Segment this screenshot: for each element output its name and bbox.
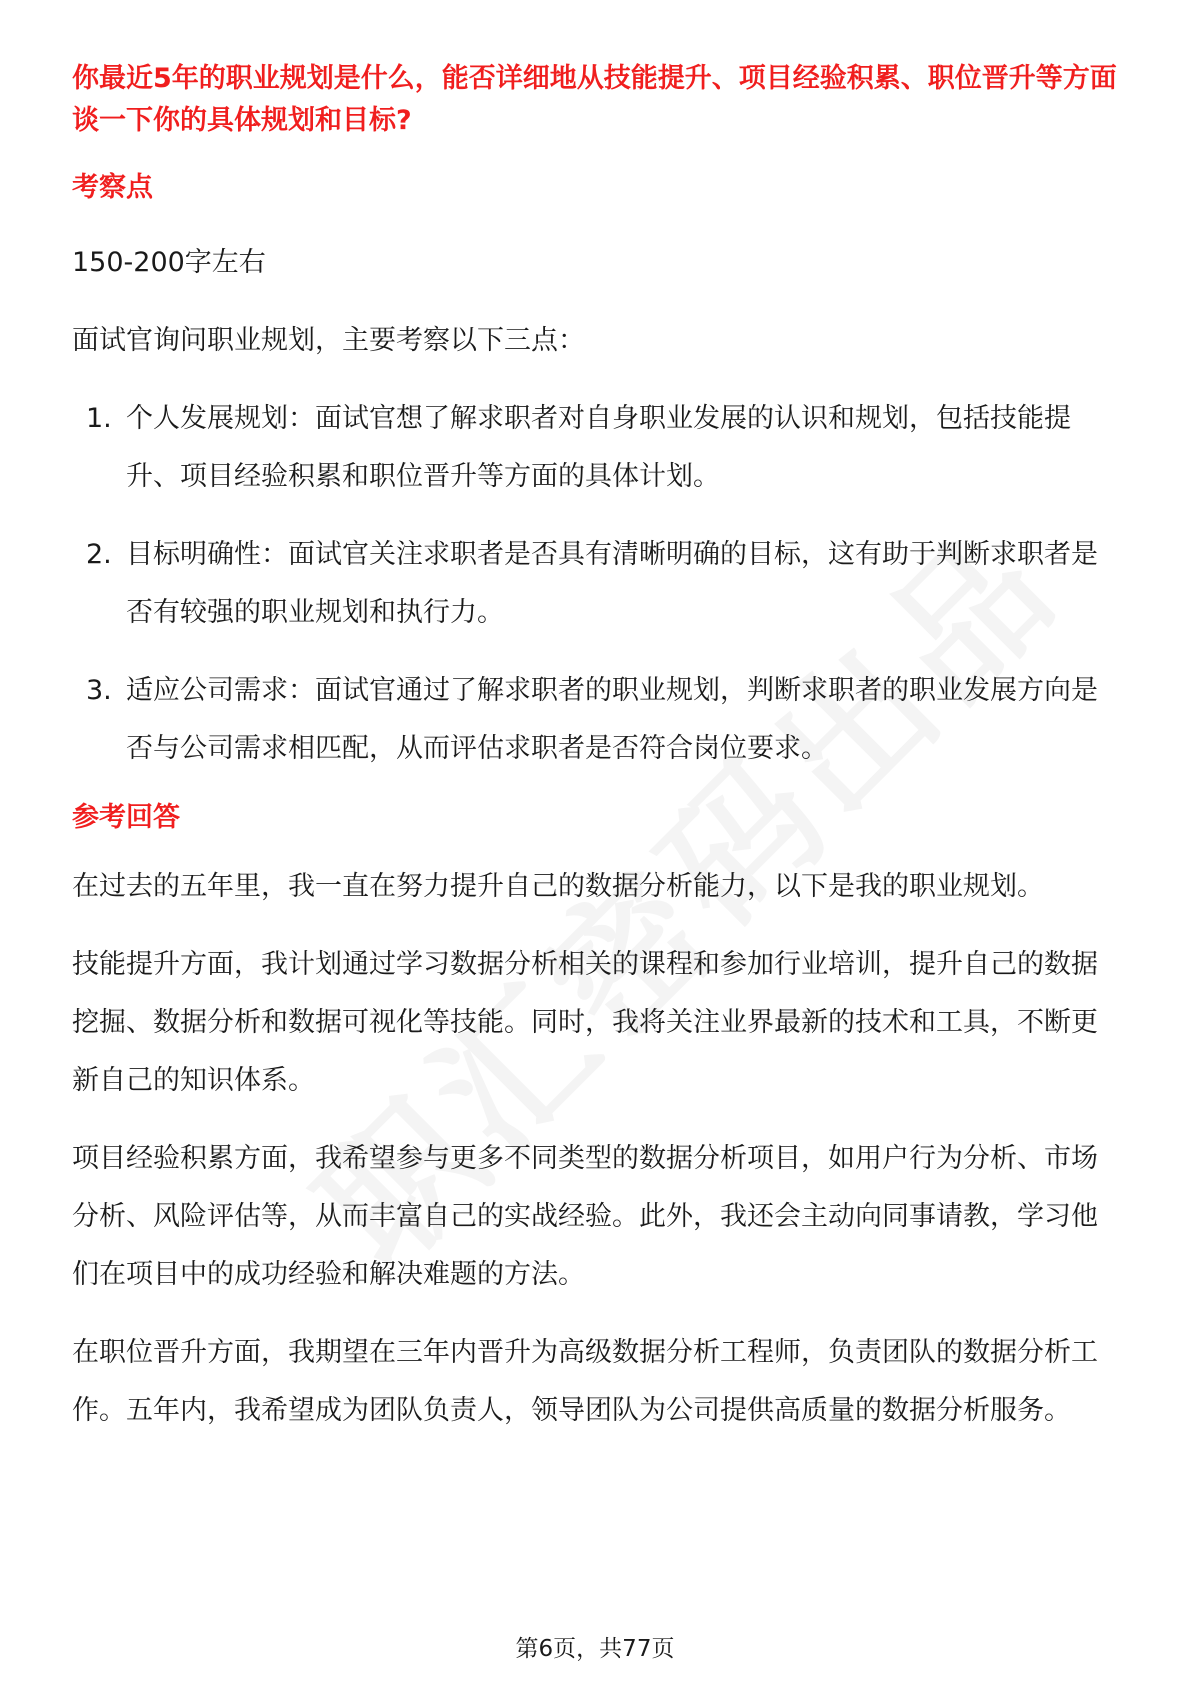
page-footer: 第6页，共77页 bbox=[515, 1636, 675, 1662]
list-item-text: 目标明确性：面试官关注求职者是否具有清晰明确的目标，这有助于判断求职者是否有较强的职业规划和执行力。 bbox=[126, 539, 1098, 628]
document-page bbox=[72, 58, 1118, 1440]
answer-paragraph: 在过去的五年里，我一直在努力提升自己的数据分析能力，以下是我的职业规划。 bbox=[72, 871, 1044, 902]
list-item bbox=[72, 526, 1118, 642]
intro-paragraph: 面试官询问职业规划，主要考察以下三点： bbox=[72, 325, 585, 356]
question-heading: 你最近5年的职业规划是什么，能否详细地从技能提升、项目经验积累、职位晋升等方面谈一下你的具体规划和目标? bbox=[72, 63, 1117, 136]
list-item-number: 2. bbox=[86, 539, 112, 570]
list-item bbox=[72, 390, 1118, 506]
examination-points-list bbox=[72, 390, 1118, 778]
section-title-examination-points: 考察点 bbox=[72, 172, 153, 203]
word-count-note: 150-200字左右 bbox=[72, 247, 266, 278]
answer-paragraph: 在职位晋升方面，我期望在三年内晋升为高级数据分析工程师，负责团队的数据分析工作。五年内，我希望成为团队负责人，领导团队为公司提供高质量的数据分析服务。 bbox=[72, 1337, 1098, 1426]
list-item-text: 个人发展规划：面试官想了解求职者对自身职业发展的认识和规划，包括技能提升、项目经验积累和职位晋升等方面的具体计划。 bbox=[126, 403, 1071, 492]
answer-paragraph: 项目经验积累方面，我希望参与更多不同类型的数据分析项目，如用户行为分析、市场分析、风险评估等，从而丰富自己的实战经验。此外，我还会主动向同事请教，学习他们在项目中的成功经验和解决难题的方法。 bbox=[72, 1143, 1098, 1290]
list-item-number: 1. bbox=[86, 403, 112, 434]
list-item-text: 适应公司需求：面试官通过了解求职者的职业规划，判断求职者的职业发展方向是否与公司需求相匹配，从而评估求职者是否符合岗位要求。 bbox=[126, 675, 1098, 764]
list-item bbox=[72, 662, 1118, 778]
list-item-number: 3. bbox=[86, 675, 112, 706]
section-title-reference-answer: 参考回答 bbox=[72, 802, 180, 833]
answer-paragraph: 技能提升方面，我计划通过学习数据分析相关的课程和参加行业培训，提升自己的数据挖掘、数据分析和数据可视化等技能。同时，我将关注业界最新的技术和工具，不断更新自己的知识体系。 bbox=[72, 949, 1098, 1096]
